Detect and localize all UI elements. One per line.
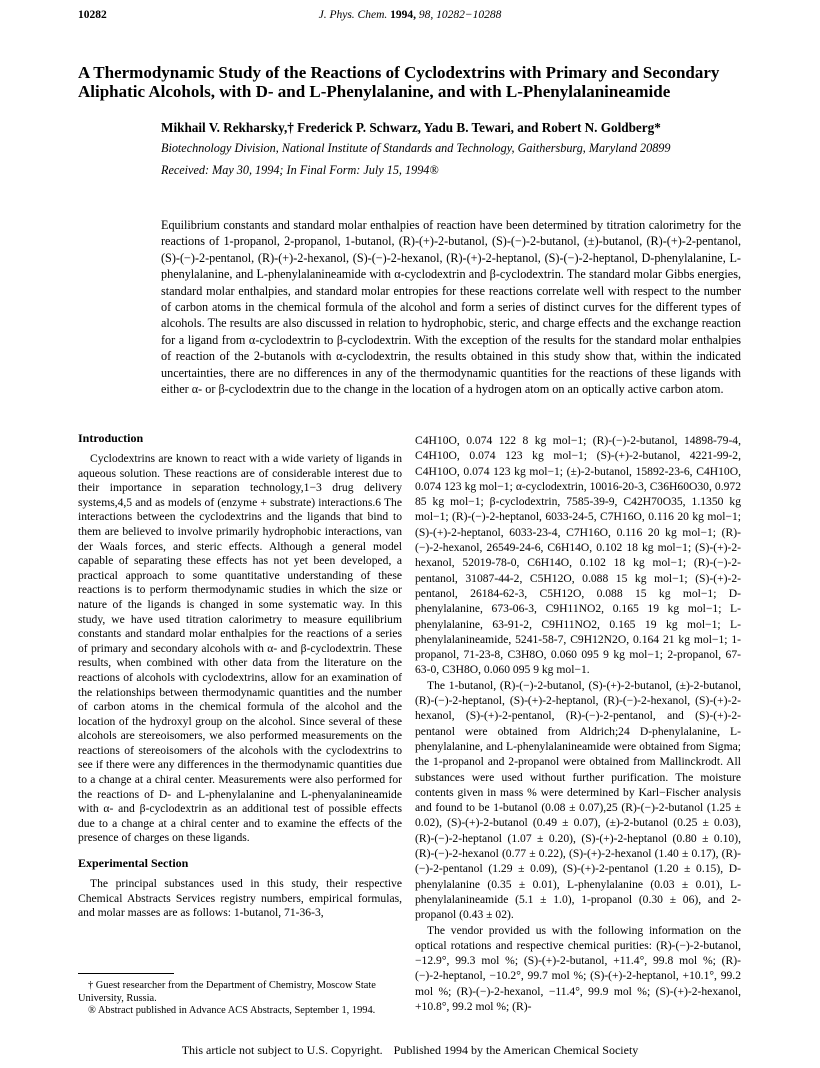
experimental-paragraph-1: The principal substances used in this study, their respective Chemical Abstracts Services registry numbers, empirical formulas, and molar masses are as follows: 1-butanol, 71-36-3, [78, 877, 402, 920]
publisher-notice: Published 1994 by the American Chemical Society [393, 1043, 639, 1057]
journal-volume-pages: 98, 10282−10288 [418, 9, 502, 21]
author-list: Mikhail V. Rekharsky,† Frederick P. Schwarz, Yadu B. Tewari, and Robert N. Goldberg* [161, 120, 661, 135]
footnote-guest-researcher: † Guest researcher from the Department of Chemistry, Moscow State University, Russia. [78, 980, 376, 1004]
running-head [78, 9, 742, 25]
introduction-heading: Introduction [78, 431, 144, 445]
experimental-paragraph-1-continued: C4H10O, 0.074 122 8 kg mol−1; (R)-(−)-2-butanol, 14898-79-4, C4H10O, 0.074 123 kg mol−1; (S)-(+)-2-butanol, 4221-99-2, C4H10O, 0.074 123 kg mol−1; (±)-2-butanol, 15892-23-6, C4H10O, 0.074 123 kg mol−1; α-cyclodextrin, 10016-20-3, C36H60O30, 0.972 85 kg mol−1; β-cyclodextrin, 7585-39-9, C42H70O35, 1.1350 kg mol−1; (R)-(−)-2-heptanol, 6033-24-5, C7H16O, 0.116 20 kg mol−1; (S)-(+)-2-heptanol, 6033-23-4, C7H16O, 0.116 20 kg mol−1; (R)-(−)-2-hexanol, 26549-24-6, C6H14O, 0.102 18 kg mol−1; (S)-(+)-2-hexanol, 52019-78-0, C6H14O, 0.102 18 kg mol−1; (R)-(−)-2-pentanol, 31087-44-2, C5H12O, 0.088 15 kg mol−1; (S)-(+)-2-pentanol, 26184-62-3, C5H12O, 0.088 15 kg mol−1; D-phenylalanine, 673-06-3, C9H11NO2, 0.165 19 kg mol−1; L-phenylalanine, 63-91-2, C9H11NO2, 0.165 19 kg mol−1; L-phenylalanineamide, 5241-58-7, C9H12N2O, 0.164 21 kg mol−1; 1-propanol, 71-23-8, C3H8O, 0.060 095 9 kg mol−1; 2-propanol, 67-63-0, C3H8O, 0.060 095 9 kg mol−1. [415, 434, 741, 677]
footnotes [78, 973, 402, 1018]
copyright-notice: This article not subject to U.S. Copyright. [181, 1043, 383, 1057]
article-title: A Thermodynamic Study of the Reactions of Cyclodextrins with Primary and Secondary Aliphatic Alcohols, with D- and L-Phenylalanine, and with L-Phenylalanineamide [78, 63, 720, 101]
footnote-abstract-published: ® Abstract published in Advance ACS Abstracts, September 1, 1994. [88, 1005, 376, 1017]
affiliation: Biotechnology Division, National Institute of Standards and Technology, Gaithersburg, Maryland 20899 [161, 141, 671, 155]
experimental-paragraph-3: The vendor provided us with the following information on the optical rotations and respective chemical purities: (R)-(−)-2-butanol, −12.9°, 99.3 mol %; (S)-(+)-2-butanol, +11.4°, 99.8 mol %; (R)-(−)-2-heptanol, −10.2°, 99.7 mol %; (S)-(+)-2-heptanol, +10.1°, 99.2 mol %; (R)-(−)-2-hexanol, −11.4°, 99.9 mol %; (S)-(+)-2-hexanol, +10.8°, 99.2 mol %; (R)- [415, 923, 741, 1013]
experimental-paragraph-2: The 1-butanol, (R)-(−)-2-butanol, (S)-(+)-2-butanol, (±)-2-butanol, (R)-(−)-2-heptanol, (S)-(+)-2-heptanol, (R)-(−)-2-hexanol, (S)-(+)-2-hexanol, (S)-(+)-2-pentanol, (R)-(−)-2-pentanol, and (S)-(+)-2-pentanol were obtained from Aldrich;24 D-phenylalanine, L-phenylalanine, and L-phenylalanineamide were obtained from Sigma; the 1-propanol and 2-propanol were obtained from Mallinckrodt. All substances were used without further purification. The moisture contents given in mass % were determined by Karl−Fischer analysis and found to be 1-butanol (0.08 ± 0.07),25 (R)-(−)-2-butanol (1.25 ± 0.02), (S)-(+)-2-butanol (0.49 ± 0.07), (±)-2-butanol (0.25 ± 0.03), (R)-(−)-2-heptanol (1.07 ± 0.20), (S)-(+)-2-heptanol (0.80 ± 0.10), (R)-(−)-2-hexanol (0.77 ± 0.22), (S)-(+)-2-hexanol (1.40 ± 0.17), (R)-(−)-2-pentanol (1.29 ± 0.09), (S)-(+)-2-pentanol (1.20 ± 0.15), D-phenylalanine (0.35 ± 0.01), L-phenylalanine (0.03 ± 0.01), L-phenylalanineamide (5.1 ± 1.0), 1-propanol (0.30 ± 06), and 2-propanol (0.43 ± 02). [415, 678, 741, 922]
received-dates: Received: May 30, 1994; In Final Form: July 15, 1994® [161, 163, 439, 177]
left-column [78, 431, 402, 921]
journal-citation [78, 9, 742, 21]
journal-year: 1994, [390, 9, 417, 21]
page-number: 10282 [78, 9, 107, 21]
experimental-heading: Experimental Section [78, 856, 189, 871]
copyright-line [0, 1043, 820, 1058]
introduction-paragraph: Cyclodextrins are known to react with a wide variety of ligands in aqueous solution. These reactions are of considerable interest due to their importance in separation technology,1−3 drug delivery systems,4,5 and as models of (enzyme + substrate) interactions.6 The interactions between the cyclodextrins and the ligands that bind to them are believed to involve primarily hydrophobic interactions, van der Waals forces, and steric effects. Although a general model capable of separating these effects has not yet been developed, a practical approach to some quantitative understanding of these reactions is to perform thermodynamic studies in which the size or nature of the ligands is changed in some systematic way. In this study, we have used titration calorimetry to measure equilibrium constants and standard molar enthalpies for the reactions of a series of primary and secondary alcohols with α- and β-cyclodextrin. These results, when combined with other data from the literature on the reactions of alcohols with cyclodextrins, allow for an examination of the relationships between thermodynamic quantities and the number of carbon atoms in the chemical formula of the alcohol and the location of the hydroxyl group on the alcohol. Since several of these alcohols are stereoisomers, we also performed measurements on the reactions of stereoisomers of the alcohols with the cyclodextrins to see if there were any differences in the thermodynamic quantities due to a change at a chiral center. Measurements were also performed for the reactions of D- and L-phenylalanine and L-phenyalanineamide with α- and β-cyclodextrin as an additional test of possible effects due to a change at a chiral center and to examine the effects of the presence of charges on these ligands. [78, 452, 402, 845]
right-column [415, 433, 741, 1014]
journal-name: J. Phys. Chem. [318, 9, 388, 21]
footnote-rule [78, 973, 174, 974]
abstract: Equilibrium constants and standard molar enthalpies of reaction have been determined by titration calorimetry for the reactions of 1-propanol, 2-propanol, 1-butanol, (R)-(+)-2-butanol, (S)-(−)-2-butanol, (±)-butanol, (R)-(+)-2-pentanol, (S)-(−)-2-pentanol, (R)-(+)-2-hexanol, (S)-(−)-2-hexanol, (R)-(+)-2-heptanol, (S)-(−)-2-heptanol, D-phenylalanine, L-phenylalanine, and L-phenylalanineamide with α-cyclodextrin and β-cyclodextrin. The standard molar Gibbs energies, standard molar enthalpies, and standard molar entropies for these reactions correlate well with respect to the number of carbon atoms in the chemical formula of the alcohol and form a series of distinct curves for the different types of alcohols. The results are also discussed in relation to hydrophobic, steric, and charge effects and the exchange reaction for a ligand from α-cyclodextrin to β-cyclodextrin. With the exception of the results for the standard molar enthalpies of reaction of the 2-butanols with α-cyclodextrin, the results obtained in this study show that, within the indicated uncertainties, there are no differences in any of the thermodynamic quantities for the reactions of these ligands with either α- or β-cyclodextrin due to the change in the location of a hydrogen atom on an optically active carbon atom. [161, 218, 741, 397]
